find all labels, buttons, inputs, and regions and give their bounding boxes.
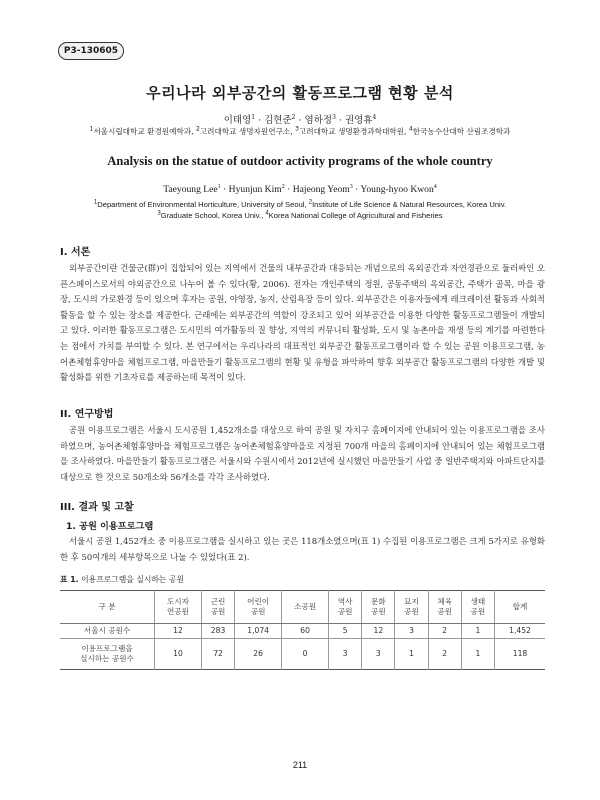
affiliation-text: Department of Environmental Horticulture, University of Seoul, — [97, 200, 307, 209]
author-name: Taeyoung Lee — [163, 184, 218, 195]
table-cell: 1,452 — [495, 624, 546, 639]
author-list-korean: 이태영$^1$ · 김현준$^2$ · 염하정$^3$ · 권영휴$^4$ — [223, 113, 377, 126]
section-heading-results: III. 결과 및 고찰 — [60, 502, 134, 513]
table-label: 표 1. — [60, 575, 79, 584]
table-cell: 3 — [362, 639, 395, 670]
table-cell: 2 — [428, 624, 461, 639]
affiliation-mark: 4 — [408, 125, 413, 133]
author-affiliation-mark: 1 — [251, 113, 256, 121]
table-header-cell: 묘지 공원 — [395, 591, 428, 624]
table-cell: 283 — [201, 624, 234, 639]
table-header-cell: 체육 공원 — [428, 591, 461, 624]
author-name: 권영휴 — [344, 115, 373, 126]
table-cell: 26 — [235, 639, 282, 670]
affiliations-english — [0, 199, 600, 221]
park-program-table — [60, 590, 545, 670]
author-name: Hyunjun Kim — [228, 184, 282, 195]
table-cell: 5 — [329, 624, 362, 639]
author-list-english: Taeyoung Lee$^1$ · Hyunjun Kim$^2$ · Hajeong Yeom$^3$ · Young-hyoo Kwon$^4$ — [163, 183, 437, 195]
affiliation-mark: 3 — [295, 125, 299, 133]
affiliation-text: 고려대학교 생명자원연구소, — [199, 127, 293, 136]
author-affiliation-mark: 2 — [291, 113, 296, 121]
affiliation-text: 서울시립대학교 환경원예학과, — [93, 127, 194, 136]
affiliation-mark: 2 — [195, 125, 200, 133]
table-header-cell: 근린 공원 — [201, 591, 234, 624]
page-number: 211 — [292, 760, 308, 770]
table-row-label: 이용프로그램을 실시하는 공원수 — [80, 644, 134, 663]
table-row — [60, 639, 545, 670]
table-cell: 1 — [395, 639, 428, 670]
table-header-cell: 어린이 공원 — [235, 591, 282, 624]
paper-id-badge: P3-130605 — [58, 42, 124, 60]
table-cell: 3 — [329, 639, 362, 670]
table-header-row — [60, 591, 545, 624]
author-name: Hajeong Yeom — [292, 184, 350, 195]
author-name: 이태영 — [223, 115, 252, 126]
table-cell: 10 — [155, 639, 202, 670]
subsection-heading-park-programs: 1. 공원 이용프로그램 — [66, 521, 154, 532]
table-header-cell: 문화 공원 — [362, 591, 395, 624]
affiliation-text: 고려대학교 생명환경과학대학원, — [298, 127, 407, 136]
table-header-cell: 소공원 — [282, 591, 329, 624]
table-caption-text: 이용프로그램을 실시하는 공원 — [81, 575, 184, 584]
table-cell: 0 — [282, 639, 329, 670]
affiliation-mark: 2 — [308, 199, 313, 206]
author-affiliation-mark: 3 — [349, 183, 353, 190]
table-cell: 12 — [155, 624, 202, 639]
author-affiliation-mark: 4 — [372, 113, 377, 121]
affiliation-text: Institute of Life Science & Natural Resources, Korea Univ. — [312, 200, 507, 209]
table-cell: 72 — [201, 639, 234, 670]
table-caption — [60, 574, 184, 585]
results-paragraph: 서울시 공원 1,452개소 중 이용프로그램을 실시하고 있는 곳은 118개소였으며(표 1) 수집된 이용프로그램은 크게 5가지로 유형화한 후 50여개의 세부항목으로 나눌 수 있었다(표 2). — [60, 536, 545, 562]
author-name: Young-hyoo Kwon — [360, 184, 434, 195]
table-row-label: 서울시 공원수 — [60, 624, 155, 639]
table-cell: 60 — [282, 624, 329, 639]
paper-title-english: Analysis on the statue of outdoor activity programs of the whole country — [107, 154, 493, 168]
table-cell: 1,074 — [235, 624, 282, 639]
table-cell: 12 — [362, 624, 395, 639]
author-affiliation-mark: 3 — [332, 113, 336, 121]
table-cell: 2 — [428, 639, 461, 670]
author-affiliation-mark: 1 — [217, 183, 221, 190]
affiliation-text: Graduate School, Korea Univ., — [160, 211, 264, 220]
table-cell: 3 — [395, 624, 428, 639]
table-header-cell: 합계 — [495, 591, 546, 624]
affiliation-text: Korea National College of Agricultural and Fisheries — [268, 211, 443, 220]
affiliation-line-1 — [0, 199, 600, 210]
intro-paragraph: 외부공간이란 건물군(群)이 집합되어 있는 지역에서 건물의 내부공간과 대응되는 개념으로의 옥외공간과 자연경관으로 둘러싸인 오픈스페이스로서의 야외공간으로 나누어 볼 수 있다(황, 2006). 전자는 개인주택의 정원, 공동주택의 옥외공간, 주택가 골목, 마을 광장, 도시의 가로환경 등이 있으며 후자는 공원, 야영장, 농지, 산림욕장 등이 있다. 외부공간은 이용자들에게 레크레이션 활동과 사회적 활동을 할 수 있는 장소를 제공한다. 근래에는 외부공간의 역할이 강조되고 있어 외부공간을 이용한 다양한 활동프로그램들이 개발되고 있다. 이러한 활동프로그램은 도시민의 여가활동의 질 향상, 지역의 커뮤니티 활성화, 도시 및 농촌마을 재생 등의 계기를 마련한다는 점에서 가치를 부여할 수 있다. 본 연구에서는 우리나라의 대표적인 외부공간 활동프로그램이라 할 수 있는 공원 이용프로그램, 농어촌체험휴양마을 체험프로그램, 마을만들기 활동프로그램의 현황 및 유형을 파악하여 향후 외부공간 활동프로그램의 다양한 개발 및 활성화를 위한 기초자료를 제공하는데 목적이 있다. — [60, 263, 545, 383]
methods-paragraph: 공원 이용프로그램은 서울시 도시공원 1,452개소를 대상으로 하여 공원 및 자치구 홈페이지에 안내되어 있는 이용프로그램을 조사하였으며, 농어촌체험휴양마을 체험프로그램은 농어촌체험휴양마을로 지정된 700개 마을의 홈페이지에 안내되어 있는 체험프로그램을 조사하였다. 마을만들기 활동프로그램은 서울시와 수원시에서 2012년에 실시했던 마을만들기 사업 중 일반주택지와 아파트단지를 대상으로 한 것으로 50개소와 56개소를 각각 조사하였다. — [60, 425, 545, 482]
table-cell: 1 — [461, 624, 494, 639]
affiliation-mark: 1 — [93, 199, 98, 206]
table-header-cell: 도시자 연공원 — [155, 591, 202, 624]
affiliation-text: 한국농수산대학 산림조경학과 — [412, 127, 511, 136]
section-heading-intro: I. 서론 — [60, 247, 91, 258]
table-cell: 1 — [461, 639, 494, 670]
affiliation-mark: 3 — [157, 210, 161, 217]
author-affiliation-mark: 4 — [433, 183, 437, 190]
section-heading-methods: II. 연구방법 — [60, 409, 114, 420]
table-header-cell: 역사 공원 — [329, 591, 362, 624]
author-name: 염하정 — [304, 115, 333, 126]
table-row — [60, 624, 545, 639]
paper-title-korean: 우리나라 외부공간의 활동프로그램 현황 분석 — [146, 84, 454, 102]
author-affiliation-mark: 2 — [281, 183, 285, 190]
affiliation-mark: 1 — [89, 125, 94, 133]
affiliation-line-2 — [0, 210, 600, 221]
affiliation-mark: 4 — [265, 210, 269, 217]
author-name: 김현준 — [264, 115, 292, 126]
table-cell: 118 — [495, 639, 546, 670]
table-header-cell: 생태 공원 — [461, 591, 494, 624]
affiliations-korean — [0, 126, 600, 137]
table-header-category: 구 분 — [60, 591, 155, 624]
